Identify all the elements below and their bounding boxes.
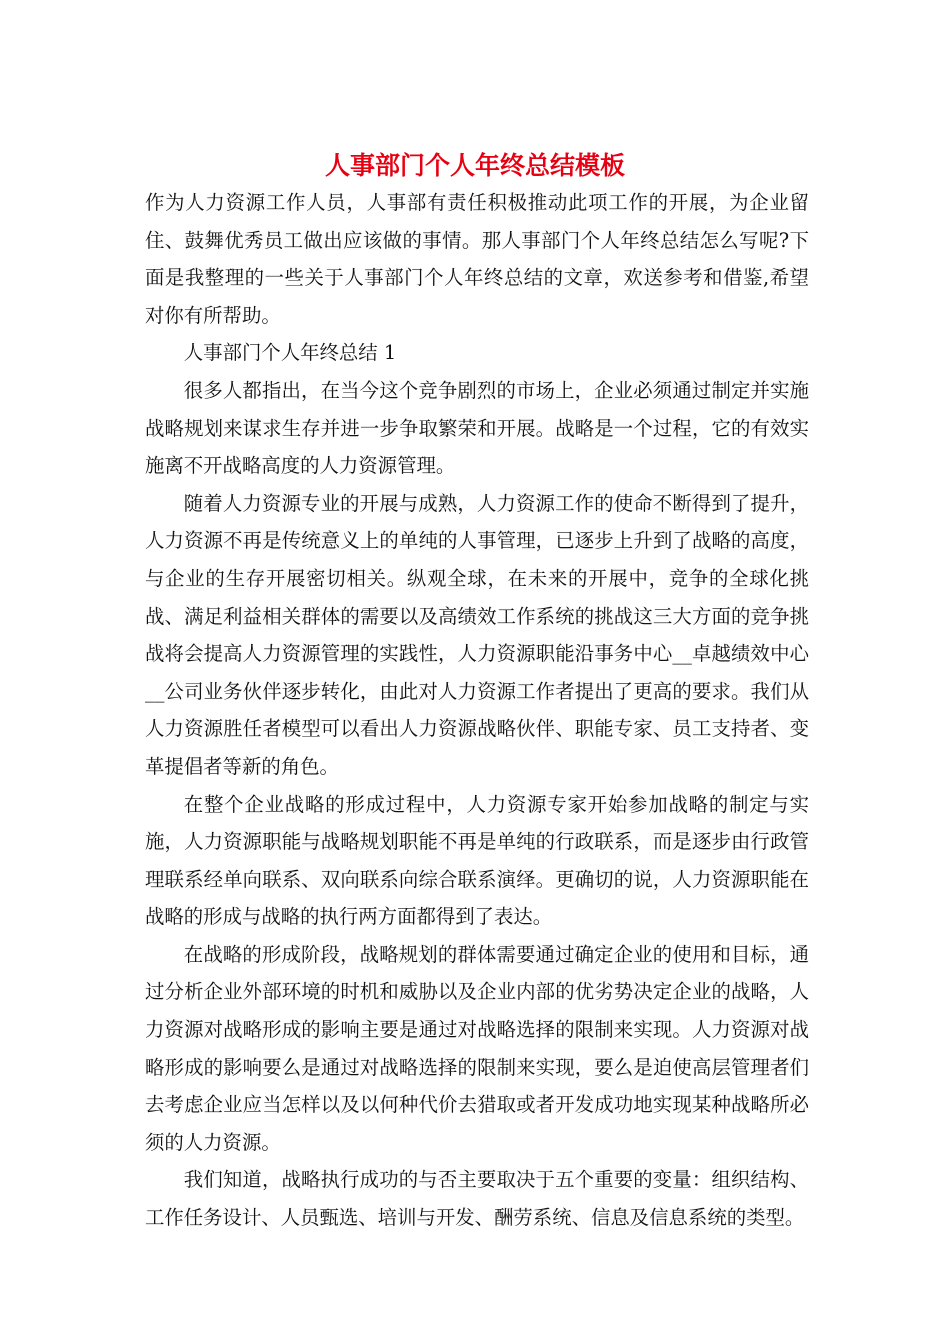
body-paragraph: 很多人都指出，在当今这个竞争剧烈的市场上，企业必须通过制定并实施战略规划来谋求生存并进一步争取繁荣和开展。战略是一个过程，它的有效实施离不开战略高度的人力资源管理。 [145, 378, 809, 478]
body-paragraph: 我们知道，战略执行成功的与否主要取决于五个重要的变量：组织结构、工作任务设计、人员甄选、培训与开发、酬劳系统、信息及信息系统的类型。 [145, 1168, 809, 1230]
intro-paragraph: 作为人力资源工作人员，人事部有责任积极推动此项工作的开展，为企业留住、鼓舞优秀员工做出应该做的事情。那人事部门个人年终总结怎么写呢?下面是我整理的一些关于人事部门个人年终总结的文章，欢送参考和借鉴,希望对你有所帮助。 [145, 191, 809, 327]
body-paragraph: 在整个企业战略的形成过程中，人力资源专家开始参加战略的制定与实施，人力资源职能与战略规划职能不再是单纯的行政联系，而是逐步由行政管理联系经单向联系、双向联系向综合联系演绎。更确切的说，人力资源职能在战略的形成与战略的执行两方面都得到了表达。 [145, 792, 809, 929]
section-heading: 人事部门个人年终总结 1 [183, 341, 397, 365]
body-paragraph: 随着人力资源专业的开展与成熟，人力资源工作的使命不断得到了提升，人力资源不再是传统意义上的单纯的人事管理，已逐步上升到了战略的高度，与企业的生存开展密切相关。纵观全球，在未来的开展中，竞争的全球化挑战、满足利益相关群体的需要以及高绩效工作系统的挑战这三大方面的竞争挑战将会提高人力资源管理的实践性，人力资源职能沿事务中心__卓越绩效中心__公司业务伙伴逐步转化，由此对人力资源工作者提出了更高的要求。我们从人力资源胜任者模型可以看出人力资源战略伙伴、职能专家、员工支持者、变革提倡者等新的角色。 [145, 491, 809, 778]
body-paragraph: 在战略的形成阶段，战略规划的群体需要通过确定企业的使用和目标，通过分析企业外部环境的时机和威胁以及企业内部的优劣势决定企业的战略，人力资源对战略形成的影响主要是通过对战略选择的限制来实现。人力资源对战略形成的影响要么是通过对战略选择的限制来实现，要么是迫使高层管理者们去考虑企业应当怎样以及以何种代价去猎取或者开发成功地实现某种战略所必须的人力资源。 [145, 942, 809, 1154]
document-title: 人事部门个人年终总结模板 [324, 151, 625, 180]
document-body [145, 184, 809, 1237]
